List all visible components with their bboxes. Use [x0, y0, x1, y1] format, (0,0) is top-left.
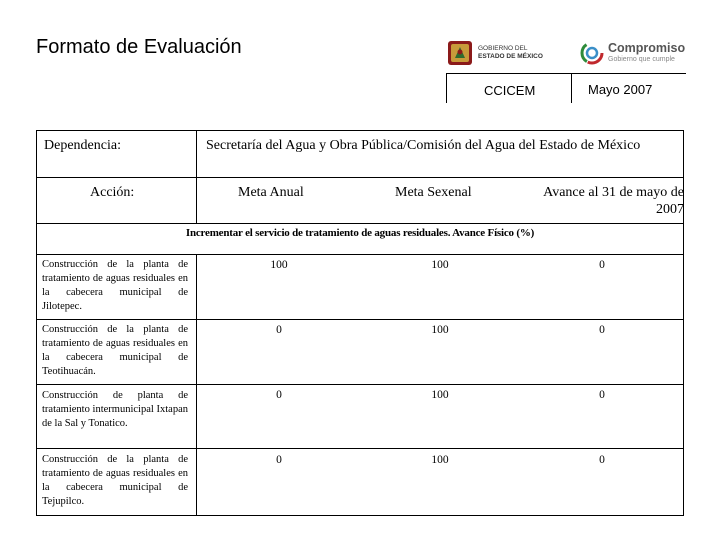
header-divider-mid	[571, 73, 572, 103]
row-accion: Construcción de la planta de tratamiento de aguas residuales en la cabecera municipal de Jilotepec.	[42, 259, 188, 312]
row-avance: 0	[599, 454, 605, 466]
column-header-avance: Avance al 31 de mayo de 2007	[543, 185, 684, 217]
row-divider	[37, 384, 683, 385]
row-meta-sexenal: 100	[431, 259, 449, 271]
row-meta-sexenal: 100	[431, 324, 449, 336]
row-accion: Construcción de la planta de tratamiento de aguas residuales en la cabecera municipal de Teotihuacán.	[42, 324, 188, 377]
logo-right-word: Compromiso	[608, 41, 686, 55]
column-divider	[196, 254, 197, 515]
page-title: Formato de Evaluación	[36, 36, 242, 58]
row-accion: Construcción de la planta de tratamiento de aguas residuales en la cabecera municipal de Tejupilco.	[42, 454, 188, 507]
logo-right-tagline: Gobierno que cumple	[608, 56, 675, 63]
header-divider-left	[446, 73, 447, 103]
org-code: CCICEM	[484, 83, 536, 98]
state-crest-icon	[446, 38, 474, 68]
row-meta-anual: 0	[276, 324, 282, 336]
row-divider	[37, 177, 683, 178]
compromiso-swirl-icon	[580, 41, 604, 65]
row-avance: 0	[599, 324, 605, 336]
section-banner: Incrementar el servicio de tratamiento de aguas residuales. Avance Físico (%)	[185, 227, 535, 239]
row-meta-sexenal: 100	[431, 389, 449, 401]
estado-de-mexico-logo	[446, 36, 556, 70]
row-divider	[37, 319, 683, 320]
column-divider	[196, 131, 197, 223]
dependencia-label: Dependencia:	[44, 138, 121, 153]
accion-label: Acción:	[90, 185, 135, 200]
row-avance: 0	[599, 389, 605, 401]
column-header-meta-sexenal: Meta Sexenal	[395, 185, 472, 200]
row-divider	[37, 223, 683, 224]
row-meta-anual: 100	[270, 259, 288, 271]
row-meta-anual: 0	[276, 454, 282, 466]
report-date: Mayo 2007	[588, 82, 653, 97]
logo-left-line1: GOBIERNO DEL	[478, 45, 528, 52]
compromiso-logo	[580, 38, 690, 68]
row-divider	[37, 448, 683, 449]
column-header-meta-anual: Meta Anual	[238, 185, 304, 200]
header-rule	[446, 73, 686, 74]
row-divider	[37, 254, 683, 255]
row-accion: Construcción de planta de tratamiento intermunicipal Ixtapan de la Sal y Tonatico.	[42, 390, 188, 429]
row-meta-anual: 0	[276, 389, 282, 401]
dependencia-value: Secretaría del Agua y Obra Pública/Comisión del Agua del Estado de México	[206, 138, 641, 153]
row-meta-sexenal: 100	[431, 454, 449, 466]
logo-left-line2: ESTADO DE MÉXICO	[478, 53, 543, 60]
row-avance: 0	[599, 259, 605, 271]
